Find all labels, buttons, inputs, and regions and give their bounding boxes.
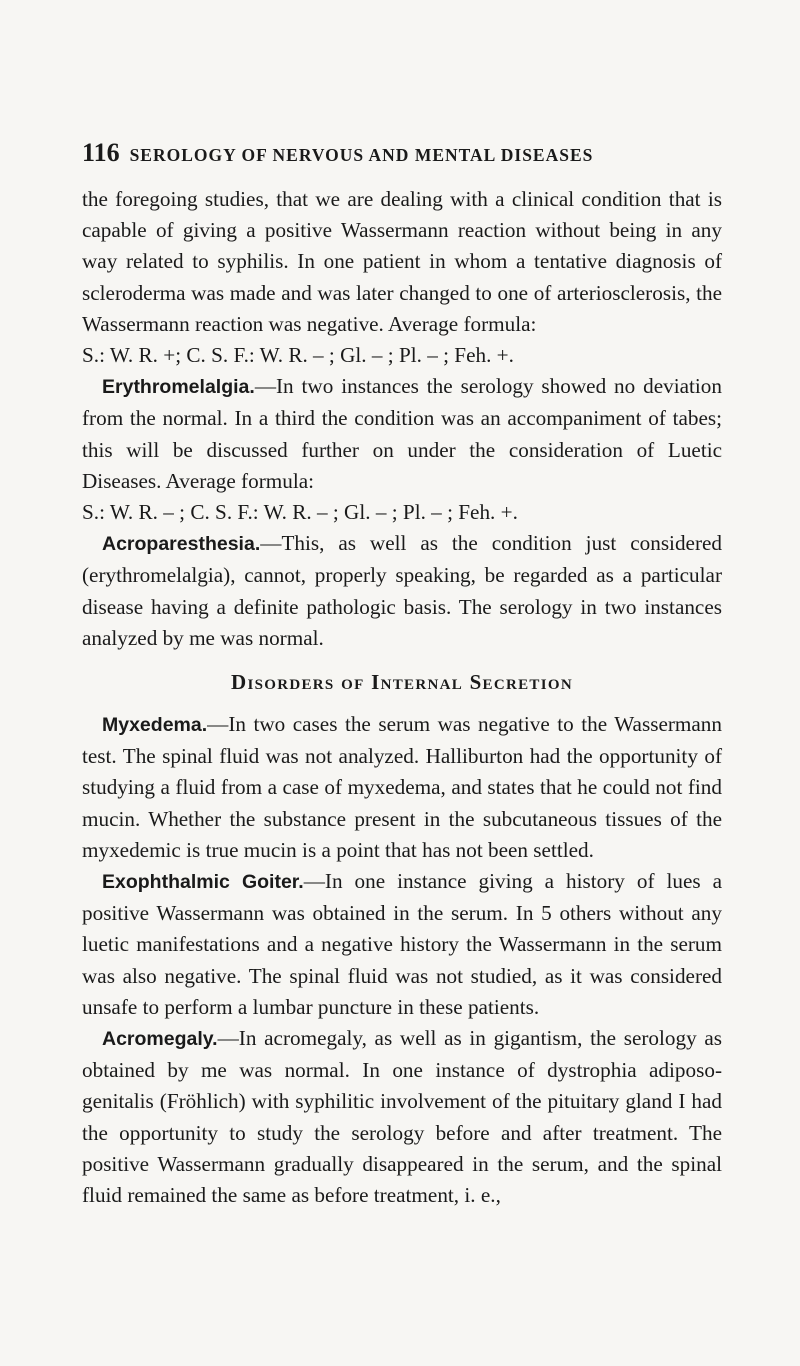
exophthalmic-goiter-text: —In one instance giving a history of lues a positive Wassermann was obtained in the serum. In 5 others without any luetic manifestations and a negative history the Wassermann in the serum was also negative. The spinal fluid was not studied, as it was considered unsafe to perform a lumbar puncture in these patients. xyxy=(82,869,723,1019)
page-number: 116 xyxy=(82,138,120,167)
paragraph-acromegaly xyxy=(82,1023,722,1211)
running-head-title: SEROLOGY OF NERVOUS AND MENTAL DISEASES xyxy=(129,145,594,165)
myxedema-text: —In two cases the serum was negative to the Wassermann test. The spinal fluid was not analyzed. Halliburton had the opportunity of studying a fluid from a case of myxedema, and states that he could not find mucin. Whether the substance present in the subcutaneous tissues of the myxedemic is true mucin is a point that has not been settled. xyxy=(82,712,722,862)
heading-exophthalmic-goiter: Exophthalmic Goiter. xyxy=(102,871,304,894)
paragraph-erythromelalgia xyxy=(82,371,722,497)
book-page xyxy=(82,138,722,1211)
heading-acromegaly: Acromegaly. xyxy=(102,1028,218,1051)
heading-erythromelalgia: Erythromelalgia. xyxy=(102,376,255,399)
formula-erythromelalgia: S.: W. R. – ; C. S. F.: W. R. – ; Gl. – ; Pl. – ; Feh. +. xyxy=(82,500,518,525)
paragraph-exophthalmic-goiter xyxy=(82,866,722,1023)
acromegaly-text: —In acromegaly, as well as in gigantism, the serology as obtained by me was normal. In one instance of dystrophia adiposo-genitalis (Fröhlich) with syphilitic involvement of the pituitary gland I had the opportunity to study the serology before and after treatment. The positive Wassermann gradually disappeared in the serum, and the spinal fluid remained the same as before treatment, i. e., xyxy=(82,1026,722,1208)
paragraph-acroparesthesia xyxy=(82,528,722,654)
paragraph-foregoing xyxy=(82,184,722,340)
heading-myxedema: Myxedema. xyxy=(102,714,208,737)
heading-acroparesthesia: Acroparesthesia. xyxy=(102,533,261,556)
acroparesthesia-text: —This, as well as the condition just considered (erythromelalgia), cannot, properly speaking, be regarded as a particular disease having a definite pathologic basis. The serology in two instances analyzed by me was normal. xyxy=(82,531,722,650)
section-title: Disorders of Internal Secretion xyxy=(231,670,573,695)
erythromelalgia-text: —In two instances the serology showed no deviation from the normal. In a third the condition was an accompaniment of tabes; this will be discussed further on under the consideration of Luetic Diseases. Average formula: xyxy=(82,374,722,493)
paragraph-myxedema xyxy=(82,709,722,866)
paragraph-foregoing-text: the foregoing studies, that we are dealing with a clinical condition that is capable of giving a positive Wassermann reaction without being in any way related to syphilis. In one patient in whom a tentative diagnosis of scleroderma was made and was later changed to one of arteriosclerosis, the Wassermann reaction was negative. Average formula: xyxy=(82,187,722,336)
formula-scleroderma: S.: W. R. +; C. S. F.: W. R. – ; Gl. – ; Pl. – ; Feh. +. xyxy=(82,343,514,368)
running-head xyxy=(82,138,722,168)
